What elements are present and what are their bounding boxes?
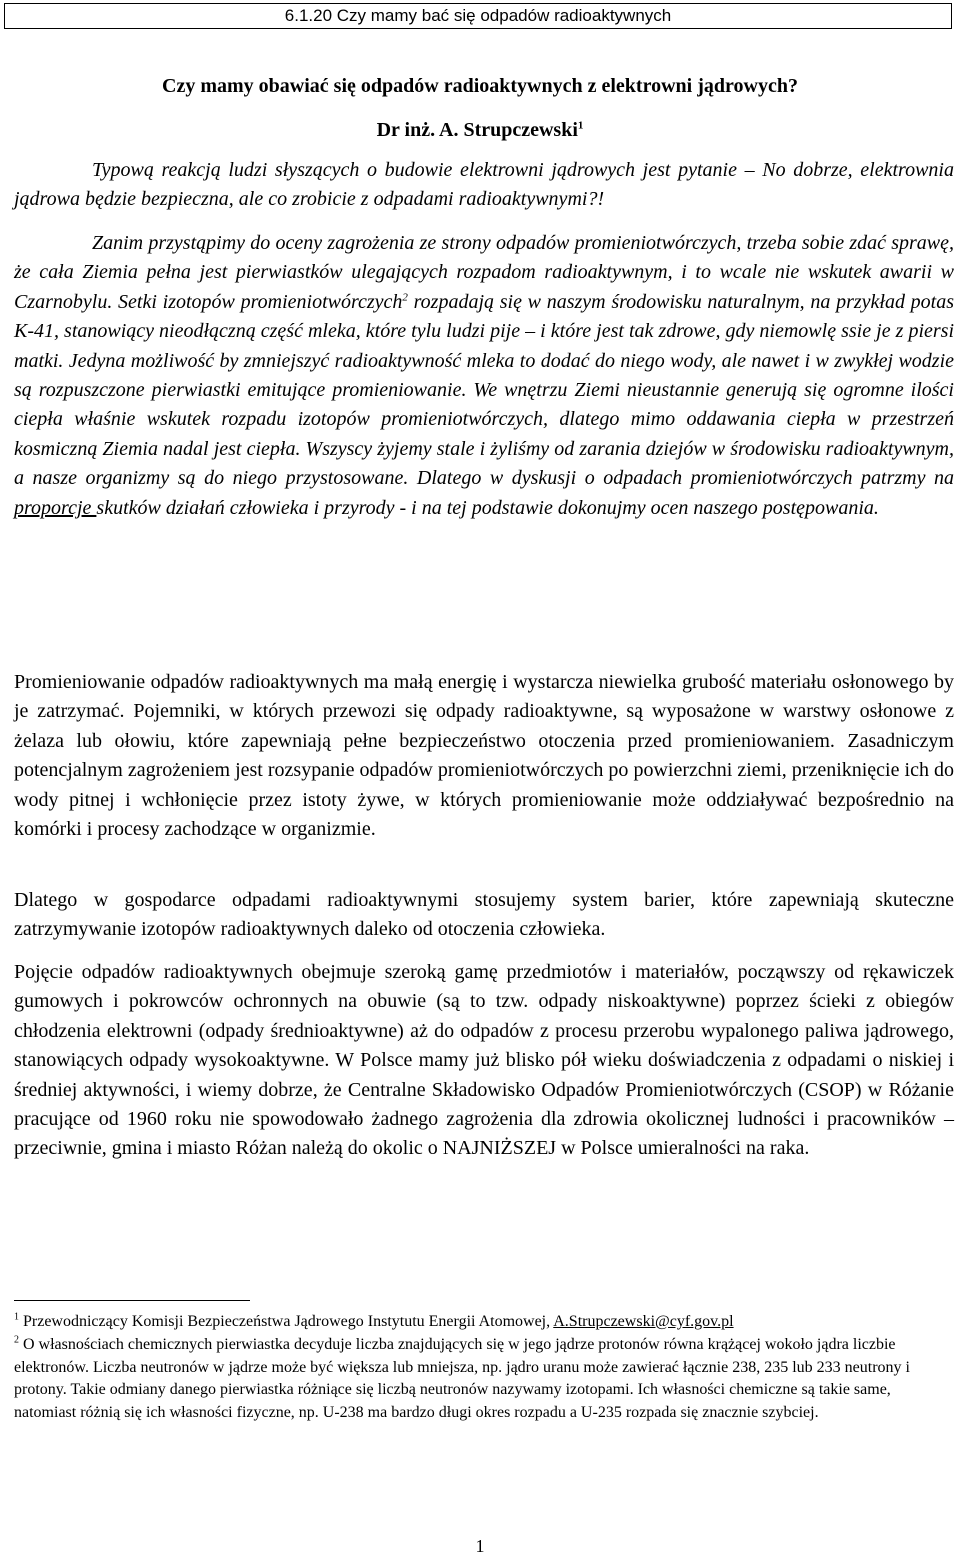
context-text-part2: rozpadają się w naszym środowisku naturalnym, na przykład potas K-41, stanowiący nieodłączną część mleka, które tylu ludzi pije – i które jest tak zdrowe, gdy niemowlę ssie je z piersi matki. Jedyna możliwość by zmniejszyć radioaktywność mleka to dodać do niego wody, ale nawet i w zwykłej wodzie są rozpuszczone pierwiastki emitujące promieniowanie. We wnętrzu Ziemi nieustannie generują się ogromne ilości ciepła właśnie wskutek rozpadu izotopów promieniotwórczych, dlatego mimo oddawania ciepła w przestrzeń kosmiczną Ziemia nadal jest ciepła. Wszyscy żyjemy stale i żyliśmy od zarania dziejów w środowisku radioaktywnym, a nasze organizmy są do niego przystosowane. Dlatego w dyskusji o odpadach promieniotwórczych patrzmy na <box>14 290 954 490</box>
document-title: Czy mamy obawiać się odpadów radioaktywnych z elektrowni jądrowych? <box>162 75 798 97</box>
running-header-text: 6.1.20 Czy mamy bać się odpadów radioaktywnych <box>284 6 672 25</box>
waste-types-paragraph: Pojęcie odpadów radioaktywnych obejmuje szeroką gamę przedmiotów i materiałów, począwszy od rękawiczek gumowych i pokrowców ochronnych na obuwie (są to tzw. odpady niskoaktywne) poprzez ścieki z obiegów chłodzenia elektrowni (odpady średnioaktywne) aż do odpadów z procesu przerobu wypalonego paliwa jądrowego, stanowiących odpady wysokoaktywne. W Polsce mamy już blisko pół wieku doświadczenia z odpadami o niskiej i średniej aktywności, i wiemy dobrze, że Centralne Składowisko Odpadów Promieniotwórczych (CSOP) w Różanie pracujące od 1960 roku nie spowodowało żadnego zagrożenia dla zdrowia okolicznej ludności i pracowników –przeciwnie, gmina i miasto Różan należą do okolic o NAJNIŻSZEJ w Polsce umieralności na raka. <box>14 961 954 1160</box>
context-text-part3: skutków działań człowieka i przyrody - i na tej podstawie dokonujmy ocen naszego postępowania. <box>96 496 879 519</box>
author-email-link[interactable]: A.Strupczewski@cyf.gov.pl <box>553 1313 734 1330</box>
running-header <box>4 3 952 29</box>
footnote-2-number: 2 <box>14 1334 19 1346</box>
proporcje-link[interactable]: proporcje <box>14 496 97 519</box>
shielding-paragraph: Promieniowanie odpadów radioaktywnych ma małą energię i wystarcza niewielka grubość materiału osłonowego by je zatrzymać. Pojemniki, w których przewozi się odpady radioaktywne, są wyposażone w warstwy osłonowe z żelaza lub ołowiu, które zapewniają pełne bezpieczeństwo otoczenia przed promieniowaniem. Zasadniczym potencjalnym zagrożeniem jest rozsypanie odpadów promieniotwórczych po powierzchni ziemi, przeniknięcie ich do wody pitnej i wchłonięcie przez istoty żywe, w których promieniowanie może oddziaływać bezpośrednio na komórki i procesy zachodzące w organizmie. <box>14 671 954 841</box>
context-paragraph <box>14 229 954 523</box>
author-line <box>0 116 960 144</box>
footnote-1-number: 1 <box>14 1311 19 1323</box>
footnote-1-text: Przewodniczący Komisji Bezpieczeństwa Jądrowego Instytutu Energii Atomowej, <box>19 1313 554 1330</box>
barriers-paragraph: Dlatego w gospodarce odpadami radioaktywnymi stosujemy system barier, które zapewniają skuteczne zatrzymywanie izotopów radioaktywnych daleko od otoczenia człowieka. <box>14 889 954 941</box>
author-name: Dr inż. A. Strupczewski <box>376 119 578 141</box>
footnote-ref-2[interactable]: 2 <box>402 291 408 304</box>
context-text-part1: Zanim przystąpimy do oceny zagrożenia ze strony odpadów promieniotwórczych, trzeba sobie zdać sprawę, że cała Ziemia pełna jest pierwiastków ulegających rozpadom radioaktywnym, i to wcale nie wskutek awarii w Czarnobylu. Setki izotopów promieniotwórczych <box>14 232 954 313</box>
footnote-2 <box>14 1334 954 1424</box>
footnote-separator <box>14 1300 250 1301</box>
footnote-2-text: O własnościach chemicznych pierwiastka decyduje liczba znajdujących się w jego jądrze protonów równa krążącej wokoło jądra liczbie elektronów. Liczba neutronów w jądrze może być większa lub mniejsza, np. jądro uranu może zawierać łącznie 238, 235 lub 233 neutrony i protony. Takie odmiany danego pierwiastka różniące się liczbą neutronów nazywamy izotopami. Ich własności chemiczne są takie same, natomiast różnią się ich własności fizyczne, np. U-238 ma bardzo długi okres rozpadu a U-235 rozpada się znacznie szybciej. <box>14 1336 910 1421</box>
intro-paragraph: Typową reakcją ludzi słyszących o budowie elektrowni jądrowych jest pytanie – No dobrze, elektrownia jądrowa będzie bezpieczna, ale co zrobicie z odpadami radioaktywnymi?! <box>14 159 954 211</box>
footnote-1 <box>14 1311 954 1334</box>
page-number: 1 <box>475 1536 485 1556</box>
footnote-ref-1[interactable]: 1 <box>577 119 584 132</box>
